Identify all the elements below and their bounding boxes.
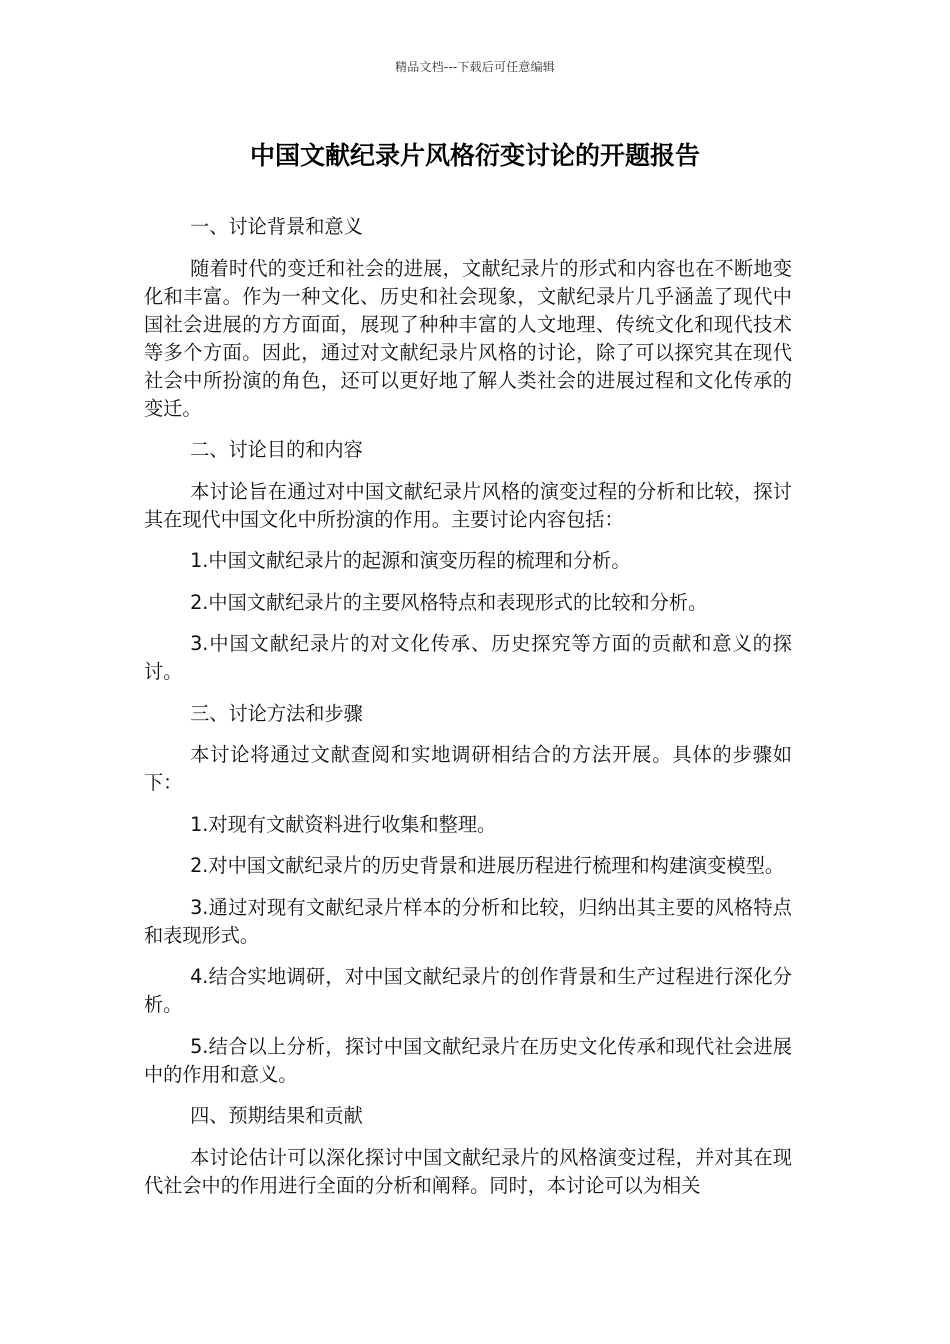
section-heading-results: 四、预期结果和贡献 [190,1104,363,1127]
list-item: 5.结合以上分析，探讨中国文献纪录片在历史文化传承和现代社会进展中的作用和意义。 [144,1034,792,1086]
section-heading-method: 三、讨论方法和步骤 [190,701,363,725]
paragraph-background: 随着时代的变迁和社会的进展，文献纪录片的形式和内容也在不断地变化和丰富。作为一种文化、历史和社会现象，文献纪录片几乎涵盖了现代中国社会进展的方方面面，展现了种种丰富的人文地理、传统文化和现代技术等多个方面。因此，通过对文献纪录片风格的讨论，除了可以探究其在现代社会中所扮演的角色，还可以更好地了解人类社会的进展过程和文化传承的变迁。 [144,256,792,420]
section-heading-purpose: 二、讨论目的和内容 [190,438,363,461]
section-heading-background: 一、讨论背景和意义 [190,215,363,238]
list-item: 4.结合实地调研，对中国文献纪录片的创作背景和生产过程进行深化分析。 [144,965,792,1016]
document-title: 中国文献纪录片风格衍变讨论的开题报告 [249,141,700,170]
list-item: 3.通过对现有文献纪录片样本的分析和比较，归纳出其主要的风格特点和表现形式。 [144,895,792,947]
paragraph-results: 本讨论估计可以深化探讨中国文献纪录片的风格演变过程，并对其在现代社会中的作用进行全面的分析和阐释。同时，本讨论可以为相关 [144,1145,792,1197]
list-item: 1.对现有文献资料进行收集和整理。 [190,812,497,836]
paragraph-method: 本讨论将通过文献查阅和实地调研相结合的方法开展。具体的步骤如下： [144,743,792,794]
document-body [144,213,792,1213]
list-item: 3.中国文献纪录片的对文化传承、历史探究等方面的贡献和意义的探讨。 [144,632,792,683]
list-item: 1.中国文献纪录片的起源和演变历程的梳理和分析。 [190,549,631,572]
header-note: 精品文档---下载后可任意编辑 [395,60,555,74]
list-item: 2.对中国文献纪录片的历史背景和进展历程进行梳理和构建演变模型。 [190,854,785,877]
paragraph-purpose: 本讨论旨在通过对中国文献纪录片风格的演变过程的分析和比较，探讨其在现代中国文化中所扮演的作用。主要讨论内容包括： [144,479,792,531]
list-item: 2.中国文献纪录片的主要风格特点和表现形式的比较和分析。 [190,590,708,614]
